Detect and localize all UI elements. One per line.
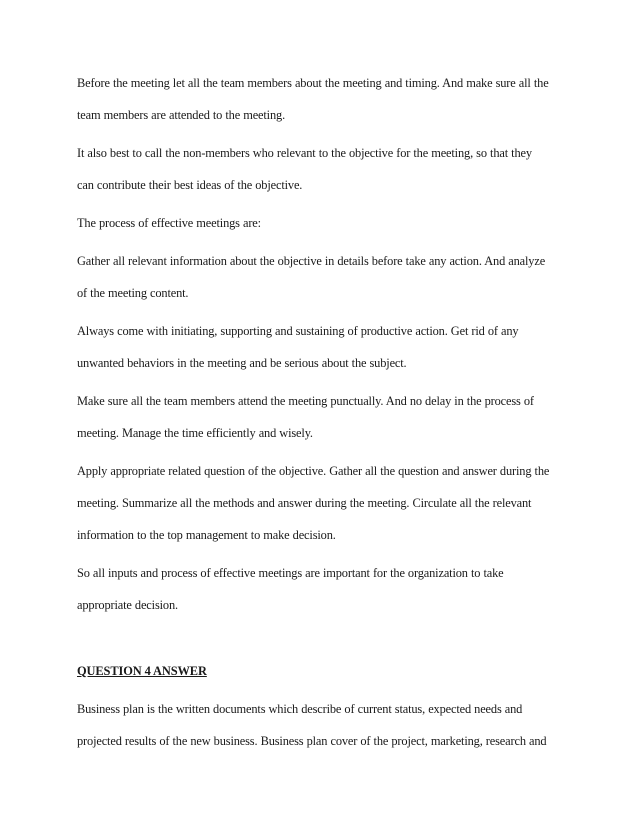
paragraph-conclusion [77,557,577,621]
text-line: So all inputs and process of effective meetings are important for the organization to take [77,566,504,580]
document-body [77,67,577,763]
text-line: meeting. Manage the time efficiently and wisely. [77,426,313,440]
paragraph-productive-action [77,315,577,379]
section-spacer [77,627,577,655]
paragraph-team-notification [77,67,577,131]
text-line: Apply appropriate related question of the objective. Gather all the question and answer during the [77,464,550,478]
text-line: Always come with initiating, supporting and sustaining of productive action. Get rid of any [77,324,519,338]
text-line: Before the meeting let all the team members about the meeting and timing. And make sure all the [77,76,549,90]
section-heading: QUESTION 4 ANSWER [77,664,207,678]
text-line: of the meeting content. [77,286,189,300]
text-line: projected results of the new business. Business plan cover of the project, marketing, research and [77,734,547,748]
text-line: team members are attended to the meeting. [77,108,286,122]
paragraph-gather-information [77,245,577,309]
paragraph-process-intro [77,207,577,239]
paragraph-non-members [77,137,577,201]
text-line: It also best to call the non-members who relevant to the objective for the meeting, so that they [77,146,532,160]
text-line: appropriate decision. [77,598,178,612]
paragraph-business-plan [77,693,577,757]
text-line: Business plan is the written documents which describe of current status, expected needs and [77,702,523,716]
text-line: information to the top management to make decision. [77,528,336,542]
text-line: The process of effective meetings are: [77,216,261,230]
text-line: can contribute their best ideas of the objective. [77,178,303,192]
text-line: Make sure all the team members attend the meeting punctually. And no delay in the process of [77,394,534,408]
paragraph-punctuality [77,385,577,449]
text-line: meeting. Summarize all the methods and answer during the meeting. Circulate all the relevant [77,496,532,510]
text-line: unwanted behaviors in the meeting and be serious about the subject. [77,356,407,370]
paragraph-questions [77,455,577,551]
text-line: Gather all relevant information about the objective in details before take any action. And analyze [77,254,546,268]
